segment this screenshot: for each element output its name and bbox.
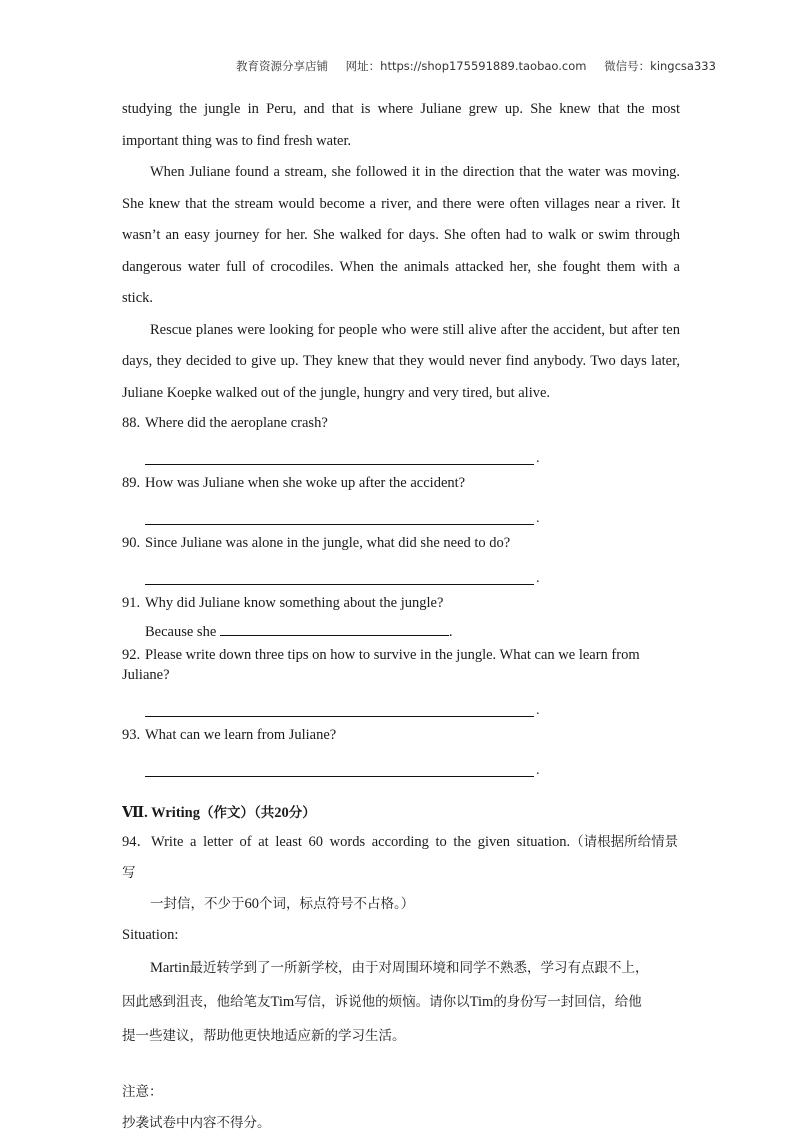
passage-paragraph-3: Rescue planes were looking for people who were still alive after the accident, but after ten days, they decided to give up. They knew that they would never find anybody. Two days later, Juliane Koepke walked out of the jungle, hungry and very tired, but alive. <box>122 321 680 401</box>
header-shop: 教育资源分享店铺 <box>236 59 328 73</box>
page-header <box>236 58 730 74</box>
question-number: 89. <box>122 475 141 491</box>
situation-line-2: 因此感到沮丧，他给笔友Tim写信，诉说他的烦恼。请你以Tim的身份写一封回信，给他 <box>122 994 642 1010</box>
question-text: How was Juliane when she woke up after the accident? <box>145 475 466 491</box>
question-text: What can we learn from Juliane? <box>145 727 337 743</box>
question-text: Why did Juliane know something about the jungle? <box>145 595 444 611</box>
header-wechat: 微信号：kingcsa333 <box>604 59 716 73</box>
because-prompt: Because she <box>145 624 217 640</box>
situation-line-1: Martin最近转学到了一所新学校，由于对周围环境和同学不熟悉，学习有点跟不上， <box>150 960 649 976</box>
question-93 <box>122 725 680 745</box>
page-content <box>122 94 680 1139</box>
answer-line-89[interactable]: . <box>145 493 680 531</box>
question-text: Where did the aeroplane crash? <box>145 415 328 431</box>
note-text: 抄袭试卷中内容不得分。 <box>122 1115 271 1131</box>
question-89 <box>122 473 680 493</box>
question-number: 91. <box>122 595 141 611</box>
passage-paragraph-1: studying the jungle in Peru, and that is where Juliane grew up. She knew that the most important thing was to find fresh water. <box>122 101 680 149</box>
answer-end-91: . <box>448 624 453 640</box>
question-number: 88. <box>122 415 141 431</box>
question-90 <box>122 533 680 553</box>
question-text: Please write down three tips on how to survive in the jungle. What can we learn from Juliane? <box>122 647 640 683</box>
situation-label: Situation: <box>122 927 179 943</box>
question-92 <box>122 645 680 685</box>
situation-line-3: 提一些建议，帮助他更快地适应新的学习生活。 <box>122 1028 406 1044</box>
passage-paragraph-2: When Juliane found a stream, she followed it in the direction that the water was moving. She knew that the stream would become a river, and there were often villages near a river. It wasn’t an easy journey for her. She walked for days. She often had to walk or swim through dangerous water full of crocodiles. When the animals attacked her, she fought them with a stick. <box>122 164 680 306</box>
answer-line-88[interactable]: . <box>145 433 680 471</box>
answer-line-92[interactable]: . <box>145 685 680 723</box>
answer-91 <box>145 613 680 643</box>
question-number: 92. <box>122 647 141 663</box>
question-number: 90. <box>122 535 141 551</box>
section-title-writing: Ⅶ. Writing（作文）（共20分） <box>122 805 316 821</box>
header-site: 网址：https://shop175591889.taobao.com <box>345 59 587 73</box>
question-88 <box>122 413 680 433</box>
writing-instruction: 94．Write a letter of at least 60 words according to the given situation.（请根据所给情景写 <box>122 834 679 881</box>
note-label: 注意： <box>122 1084 163 1100</box>
answer-blank-91[interactable] <box>220 621 449 636</box>
answer-line-93[interactable]: . <box>145 745 680 783</box>
answer-line-90[interactable]: . <box>145 553 680 591</box>
writing-instruction-cont: 一封信，不少于60个词，标点符号不占格。） <box>150 896 415 912</box>
question-number: 93. <box>122 727 141 743</box>
question-91 <box>122 593 680 613</box>
question-text: Since Juliane was alone in the jungle, what did she need to do? <box>145 535 511 551</box>
